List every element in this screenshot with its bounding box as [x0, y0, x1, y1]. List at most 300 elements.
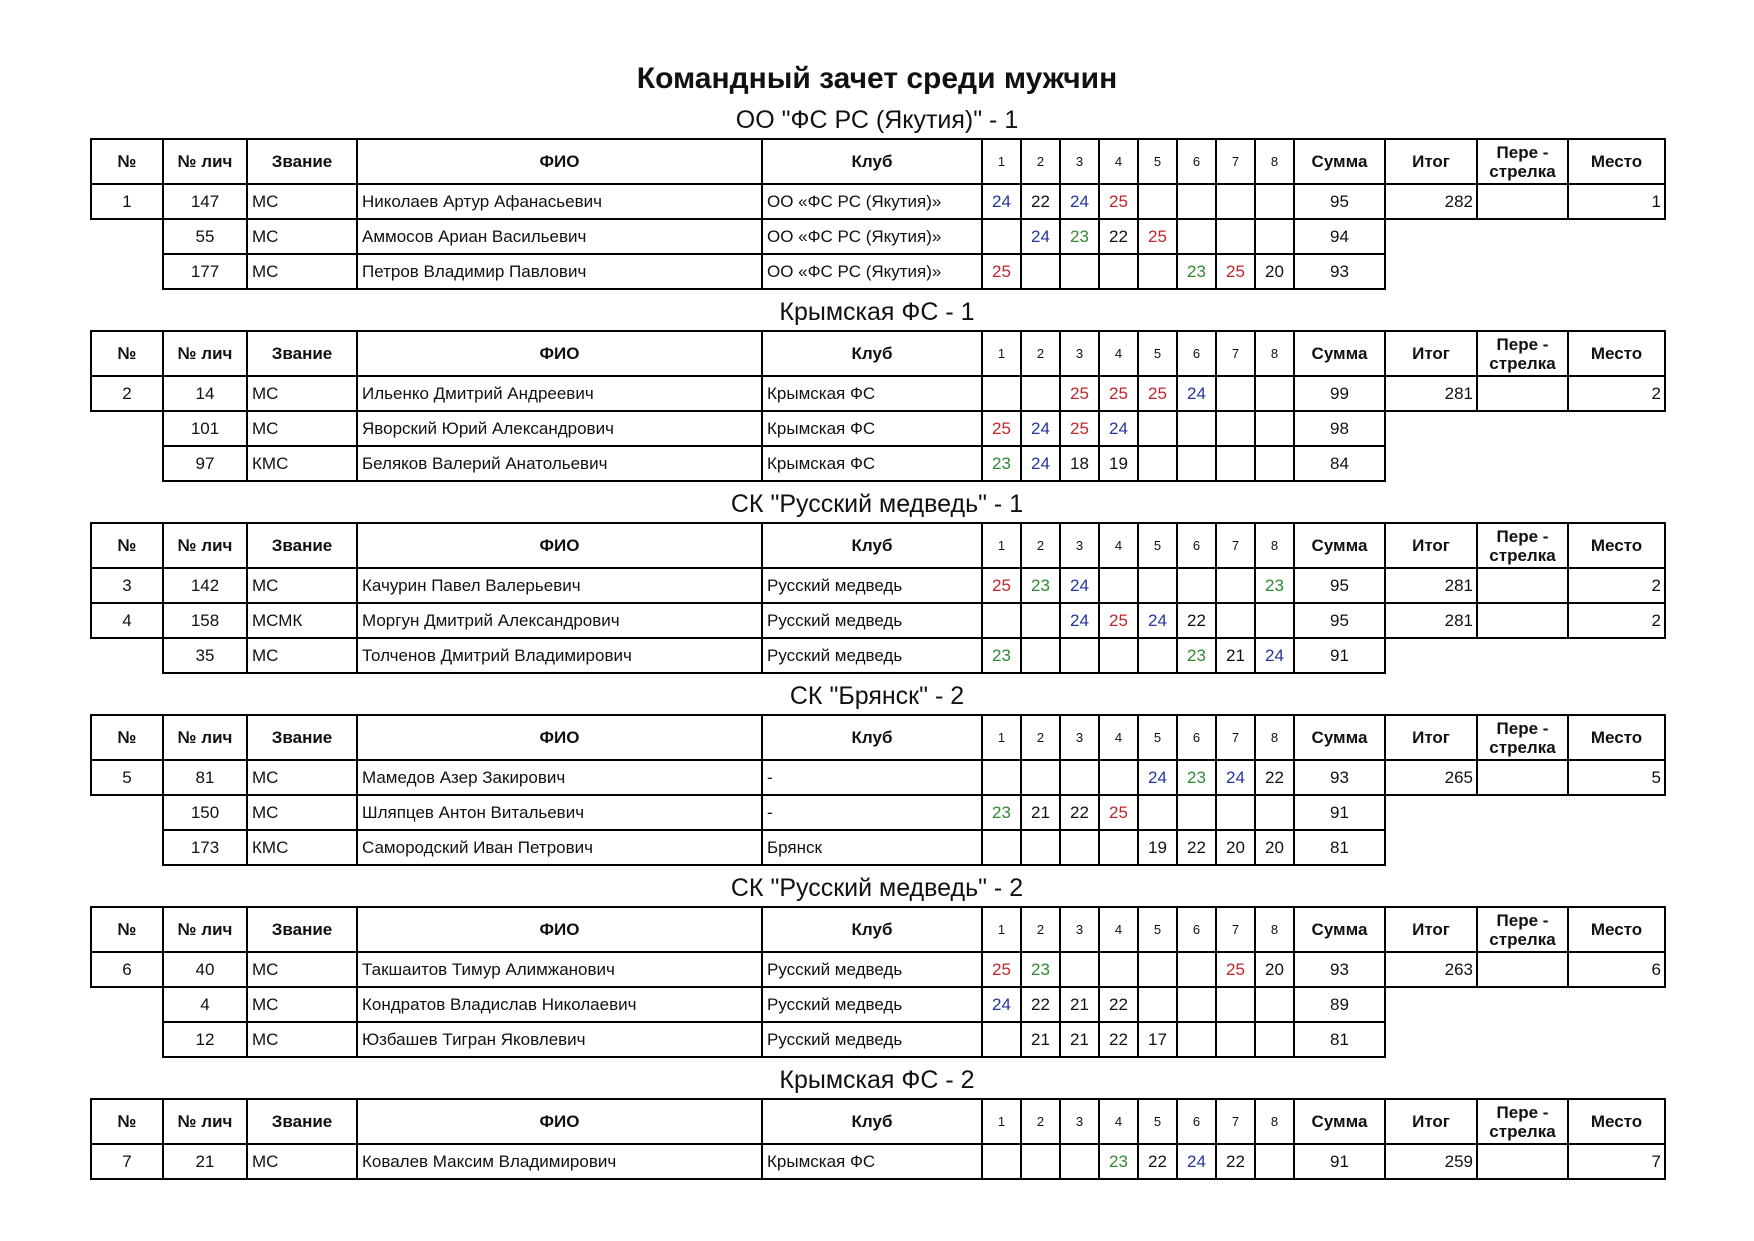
header-col-shootoff: Пере - стрелка	[1477, 523, 1568, 568]
header-col-no: №	[91, 907, 163, 952]
header-col-no: №	[91, 523, 163, 568]
header-col-club: Клуб	[762, 139, 982, 184]
cell-round-2	[1021, 376, 1060, 411]
cell-round-8	[1255, 1022, 1294, 1057]
cell-round-4: 24	[1099, 411, 1138, 446]
cell-bib: 14	[163, 376, 247, 411]
header-col-r3: 3	[1060, 523, 1099, 568]
header-col-sum: Сумма	[1294, 715, 1385, 760]
table-row	[91, 638, 1665, 673]
header-col-r7: 7	[1216, 715, 1255, 760]
cell-round-2	[1021, 1144, 1060, 1179]
header-row	[91, 331, 1665, 376]
cell-round-4	[1099, 254, 1138, 289]
cell-bib: 12	[163, 1022, 247, 1057]
cell-shootoff	[1477, 376, 1568, 411]
cell-no	[91, 1022, 163, 1057]
cell-round-2: 22	[1021, 184, 1060, 219]
header-col-r1: 1	[982, 523, 1021, 568]
cell-name: Моргун Дмитрий Александрович	[357, 603, 762, 638]
cell-round-3: 25	[1060, 411, 1099, 446]
cell-place	[1568, 830, 1665, 865]
cell-round-1	[982, 830, 1021, 865]
cell-round-5: 19	[1138, 830, 1177, 865]
cell-bib: 21	[163, 1144, 247, 1179]
header-col-sum: Сумма	[1294, 523, 1385, 568]
cell-club: Крымская ФС	[762, 376, 982, 411]
header-col-place: Место	[1568, 1099, 1665, 1144]
table-row	[91, 446, 1665, 481]
cell-round-8: 20	[1255, 830, 1294, 865]
cell-round-5: 22	[1138, 1144, 1177, 1179]
cell-round-7	[1216, 219, 1255, 254]
cell-round-4: 19	[1099, 446, 1138, 481]
header-col-total: Итог	[1385, 523, 1477, 568]
header-col-rank: Звание	[247, 139, 357, 184]
cell-round-1	[982, 1022, 1021, 1057]
header-col-r4: 4	[1099, 523, 1138, 568]
cell-round-5	[1138, 411, 1177, 446]
cell-round-6: 23	[1177, 760, 1216, 795]
cell-no: 2	[91, 376, 163, 411]
cell-round-5	[1138, 184, 1177, 219]
cell-round-7	[1216, 376, 1255, 411]
cell-round-3: 21	[1060, 987, 1099, 1022]
cell-no: 1	[91, 184, 163, 219]
team-table	[90, 1098, 1666, 1180]
header-col-no: №	[91, 139, 163, 184]
cell-bib: 55	[163, 219, 247, 254]
table-row	[91, 952, 1665, 987]
header-col-r3: 3	[1060, 715, 1099, 760]
header-col-r6: 6	[1177, 907, 1216, 952]
cell-shootoff	[1477, 830, 1568, 865]
cell-round-5	[1138, 568, 1177, 603]
cell-rank: МС	[247, 987, 357, 1022]
cell-sum: 93	[1294, 760, 1385, 795]
cell-round-8	[1255, 411, 1294, 446]
header-col-r4: 4	[1099, 715, 1138, 760]
cell-club: Русский медведь	[762, 603, 982, 638]
team-title: Крымская ФС - 1	[779, 298, 975, 326]
cell-sum: 91	[1294, 1144, 1385, 1179]
cell-sum: 81	[1294, 830, 1385, 865]
header-col-sum: Сумма	[1294, 331, 1385, 376]
cell-rank: КМС	[247, 830, 357, 865]
cell-shootoff	[1477, 795, 1568, 830]
cell-shootoff	[1477, 987, 1568, 1022]
header-col-name: ФИО	[357, 907, 762, 952]
cell-place	[1568, 219, 1665, 254]
header-col-sum: Сумма	[1294, 1099, 1385, 1144]
cell-round-4	[1099, 638, 1138, 673]
header-col-total: Итог	[1385, 715, 1477, 760]
table-row	[91, 184, 1665, 219]
header-col-total: Итог	[1385, 1099, 1477, 1144]
cell-round-2	[1021, 603, 1060, 638]
header-col-bib: № лич	[163, 523, 247, 568]
cell-name: Самородский Иван Петрович	[357, 830, 762, 865]
cell-club: ОО «ФС РС (Якутия)»	[762, 254, 982, 289]
cell-round-1: 23	[982, 446, 1021, 481]
cell-no	[91, 219, 163, 254]
cell-round-1	[982, 1144, 1021, 1179]
header-col-r2: 2	[1021, 523, 1060, 568]
cell-round-2	[1021, 760, 1060, 795]
cell-round-1: 23	[982, 638, 1021, 673]
header-row	[91, 715, 1665, 760]
cell-round-4: 23	[1099, 1144, 1138, 1179]
cell-rank: МС	[247, 184, 357, 219]
cell-round-5: 24	[1138, 760, 1177, 795]
cell-round-2: 22	[1021, 987, 1060, 1022]
cell-club: Крымская ФС	[762, 446, 982, 481]
table-row	[91, 830, 1665, 865]
cell-shootoff	[1477, 254, 1568, 289]
cell-round-5	[1138, 638, 1177, 673]
header-col-r6: 6	[1177, 523, 1216, 568]
cell-round-3	[1060, 760, 1099, 795]
cell-round-6	[1177, 952, 1216, 987]
cell-club: Русский медведь	[762, 638, 982, 673]
header-col-r6: 6	[1177, 1099, 1216, 1144]
cell-round-5	[1138, 987, 1177, 1022]
cell-round-7	[1216, 446, 1255, 481]
cell-round-1: 24	[982, 184, 1021, 219]
header-col-r2: 2	[1021, 1099, 1060, 1144]
cell-total	[1385, 795, 1477, 830]
cell-shootoff	[1477, 568, 1568, 603]
cell-round-7: 22	[1216, 1144, 1255, 1179]
cell-name: Толченов Дмитрий Владимирович	[357, 638, 762, 673]
header-col-bib: № лич	[163, 907, 247, 952]
cell-round-5: 17	[1138, 1022, 1177, 1057]
header-col-bib: № лич	[163, 331, 247, 376]
header-col-shootoff: Пере - стрелка	[1477, 907, 1568, 952]
cell-no	[91, 638, 163, 673]
header-row	[91, 139, 1665, 184]
cell-total	[1385, 254, 1477, 289]
table-row	[91, 568, 1665, 603]
header-col-r7: 7	[1216, 139, 1255, 184]
cell-name: Петров Владимир Павлович	[357, 254, 762, 289]
cell-sum: 95	[1294, 184, 1385, 219]
team-title: СК "Брянск" - 2	[789, 682, 965, 710]
cell-round-2: 23	[1021, 568, 1060, 603]
cell-rank: МС	[247, 760, 357, 795]
header-col-place: Место	[1568, 139, 1665, 184]
header-col-total: Итог	[1385, 331, 1477, 376]
cell-round-3	[1060, 952, 1099, 987]
cell-round-6: 23	[1177, 638, 1216, 673]
header-col-name: ФИО	[357, 715, 762, 760]
cell-club: Крымская ФС	[762, 411, 982, 446]
cell-bib: 40	[163, 952, 247, 987]
cell-sum: 95	[1294, 568, 1385, 603]
cell-round-3: 23	[1060, 219, 1099, 254]
table-row	[91, 987, 1665, 1022]
header-col-r5: 5	[1138, 715, 1177, 760]
cell-club: -	[762, 795, 982, 830]
header-col-sum: Сумма	[1294, 907, 1385, 952]
table-row	[91, 603, 1665, 638]
cell-total	[1385, 411, 1477, 446]
cell-total	[1385, 219, 1477, 254]
cell-round-8: 24	[1255, 638, 1294, 673]
cell-round-3: 24	[1060, 603, 1099, 638]
cell-club: Русский медведь	[762, 987, 982, 1022]
cell-club: Русский медведь	[762, 952, 982, 987]
cell-club: ОО «ФС РС (Якутия)»	[762, 184, 982, 219]
cell-no: 3	[91, 568, 163, 603]
cell-rank: МС	[247, 568, 357, 603]
header-col-sum: Сумма	[1294, 139, 1385, 184]
cell-round-3	[1060, 1144, 1099, 1179]
cell-round-3	[1060, 254, 1099, 289]
cell-round-8	[1255, 1144, 1294, 1179]
header-col-r1: 1	[982, 715, 1021, 760]
cell-no: 7	[91, 1144, 163, 1179]
header-col-r1: 1	[982, 139, 1021, 184]
cell-rank: МС	[247, 376, 357, 411]
header-col-total: Итог	[1385, 907, 1477, 952]
header-col-rank: Звание	[247, 331, 357, 376]
header-col-name: ФИО	[357, 1099, 762, 1144]
header-col-club: Клуб	[762, 907, 982, 952]
cell-no	[91, 446, 163, 481]
cell-sum: 98	[1294, 411, 1385, 446]
cell-round-3: 24	[1060, 568, 1099, 603]
header-col-total: Итог	[1385, 139, 1477, 184]
cell-round-5: 25	[1138, 376, 1177, 411]
cell-round-8	[1255, 603, 1294, 638]
cell-place	[1568, 254, 1665, 289]
cell-round-3	[1060, 830, 1099, 865]
team-table	[90, 714, 1666, 866]
cell-round-7	[1216, 795, 1255, 830]
cell-round-1	[982, 376, 1021, 411]
header-col-no: №	[91, 715, 163, 760]
cell-round-4	[1099, 760, 1138, 795]
header-col-r1: 1	[982, 331, 1021, 376]
team-table	[90, 906, 1666, 1058]
cell-total: 265	[1385, 760, 1477, 795]
cell-rank: МС	[247, 1022, 357, 1057]
cell-name: Кондратов Владислав Николаевич	[357, 987, 762, 1022]
header-col-place: Место	[1568, 715, 1665, 760]
header-col-r8: 8	[1255, 523, 1294, 568]
cell-rank: КМС	[247, 446, 357, 481]
cell-bib: 97	[163, 446, 247, 481]
team-title: Крымская ФС - 2	[779, 1066, 975, 1094]
header-row	[91, 1099, 1665, 1144]
team-title: СК "Русский медведь" - 2	[730, 874, 1024, 902]
cell-place: 5	[1568, 760, 1665, 795]
cell-total: 281	[1385, 603, 1477, 638]
cell-round-5: 25	[1138, 219, 1177, 254]
cell-round-8	[1255, 376, 1294, 411]
cell-round-2: 24	[1021, 446, 1060, 481]
cell-name: Такшаитов Тимур Алимжанович	[357, 952, 762, 987]
cell-round-6: 24	[1177, 1144, 1216, 1179]
header-col-r8: 8	[1255, 907, 1294, 952]
cell-round-6	[1177, 446, 1216, 481]
header-col-r3: 3	[1060, 331, 1099, 376]
table-row	[91, 1144, 1665, 1179]
cell-club: Русский медведь	[762, 568, 982, 603]
header-col-bib: № лич	[163, 139, 247, 184]
cell-bib: 35	[163, 638, 247, 673]
header-row	[91, 907, 1665, 952]
cell-shootoff	[1477, 1144, 1568, 1179]
cell-round-4: 25	[1099, 795, 1138, 830]
header-col-r3: 3	[1060, 139, 1099, 184]
header-col-r7: 7	[1216, 523, 1255, 568]
cell-round-2: 21	[1021, 1022, 1060, 1057]
header-col-r6: 6	[1177, 715, 1216, 760]
cell-shootoff	[1477, 638, 1568, 673]
cell-round-4: 22	[1099, 219, 1138, 254]
cell-round-4: 25	[1099, 603, 1138, 638]
cell-round-8: 20	[1255, 254, 1294, 289]
cell-place: 7	[1568, 1144, 1665, 1179]
cell-name: Качурин Павел Валерьевич	[357, 568, 762, 603]
header-col-rank: Звание	[247, 715, 357, 760]
cell-rank: МС	[247, 219, 357, 254]
cell-no: 4	[91, 603, 163, 638]
cell-sum: 94	[1294, 219, 1385, 254]
header-col-r5: 5	[1138, 139, 1177, 184]
header-col-name: ФИО	[357, 331, 762, 376]
cell-round-3: 18	[1060, 446, 1099, 481]
cell-round-7: 25	[1216, 254, 1255, 289]
header-col-r7: 7	[1216, 907, 1255, 952]
cell-shootoff	[1477, 603, 1568, 638]
cell-no	[91, 254, 163, 289]
header-col-bib: № лич	[163, 715, 247, 760]
header-col-r8: 8	[1255, 331, 1294, 376]
cell-no: 6	[91, 952, 163, 987]
cell-place: 2	[1568, 603, 1665, 638]
cell-round-6	[1177, 568, 1216, 603]
team-table	[90, 330, 1666, 482]
header-col-rank: Звание	[247, 907, 357, 952]
cell-round-1	[982, 219, 1021, 254]
header-col-shootoff: Пере - стрелка	[1477, 1099, 1568, 1144]
cell-rank: МСМК	[247, 603, 357, 638]
cell-place	[1568, 411, 1665, 446]
cell-round-1: 25	[982, 411, 1021, 446]
cell-name: Беляков Валерий Анатольевич	[357, 446, 762, 481]
cell-club: -	[762, 760, 982, 795]
header-col-club: Клуб	[762, 331, 982, 376]
cell-rank: МС	[247, 411, 357, 446]
cell-round-1: 25	[982, 568, 1021, 603]
table-row	[91, 760, 1665, 795]
cell-round-7	[1216, 1022, 1255, 1057]
cell-round-8	[1255, 219, 1294, 254]
cell-total	[1385, 830, 1477, 865]
cell-round-1: 25	[982, 254, 1021, 289]
cell-total: 281	[1385, 568, 1477, 603]
header-col-place: Место	[1568, 907, 1665, 952]
cell-name: Мамедов Азер Закирович	[357, 760, 762, 795]
cell-round-1	[982, 603, 1021, 638]
cell-place: 1	[1568, 184, 1665, 219]
header-col-place: Место	[1568, 331, 1665, 376]
cell-round-4	[1099, 952, 1138, 987]
cell-round-4: 25	[1099, 184, 1138, 219]
page-title: Командный зачет среди мужчин	[636, 62, 1118, 95]
cell-total	[1385, 1022, 1477, 1057]
cell-round-5	[1138, 254, 1177, 289]
header-col-shootoff: Пере - стрелка	[1477, 139, 1568, 184]
cell-bib: 147	[163, 184, 247, 219]
cell-round-2: 24	[1021, 411, 1060, 446]
cell-round-3: 24	[1060, 184, 1099, 219]
cell-round-5: 24	[1138, 603, 1177, 638]
cell-bib: 142	[163, 568, 247, 603]
cell-rank: МС	[247, 795, 357, 830]
cell-round-6	[1177, 987, 1216, 1022]
team-title: ОО "ФС РС (Якутия)" - 1	[735, 106, 1019, 134]
header-col-r6: 6	[1177, 139, 1216, 184]
cell-round-6: 22	[1177, 830, 1216, 865]
cell-round-6	[1177, 219, 1216, 254]
header-col-club: Клуб	[762, 715, 982, 760]
cell-round-6: 24	[1177, 376, 1216, 411]
cell-rank: МС	[247, 952, 357, 987]
cell-shootoff	[1477, 446, 1568, 481]
cell-club: Русский медведь	[762, 1022, 982, 1057]
cell-round-7	[1216, 987, 1255, 1022]
cell-round-6	[1177, 795, 1216, 830]
header-col-r3: 3	[1060, 907, 1099, 952]
header-col-shootoff: Пере - стрелка	[1477, 715, 1568, 760]
cell-sum: 93	[1294, 254, 1385, 289]
cell-bib: 81	[163, 760, 247, 795]
cell-place	[1568, 1022, 1665, 1057]
cell-name: Николаев Артур Афанасьевич	[357, 184, 762, 219]
header-col-r5: 5	[1138, 523, 1177, 568]
cell-club: Крымская ФС	[762, 1144, 982, 1179]
header-col-rank: Звание	[247, 1099, 357, 1144]
cell-bib: 150	[163, 795, 247, 830]
cell-round-7	[1216, 184, 1255, 219]
team-title: СК "Русский медведь" - 1	[730, 490, 1024, 518]
cell-sum: 81	[1294, 1022, 1385, 1057]
team-table	[90, 522, 1666, 674]
cell-no: 5	[91, 760, 163, 795]
cell-round-7	[1216, 568, 1255, 603]
cell-round-7: 25	[1216, 952, 1255, 987]
cell-round-4: 25	[1099, 376, 1138, 411]
cell-club: ОО «ФС РС (Якутия)»	[762, 219, 982, 254]
cell-round-1: 24	[982, 987, 1021, 1022]
cell-round-5	[1138, 446, 1177, 481]
cell-round-1: 23	[982, 795, 1021, 830]
header-col-r1: 1	[982, 1099, 1021, 1144]
cell-club: Брянск	[762, 830, 982, 865]
cell-place	[1568, 446, 1665, 481]
cell-bib: 177	[163, 254, 247, 289]
cell-rank: МС	[247, 254, 357, 289]
cell-shootoff	[1477, 760, 1568, 795]
cell-total: 282	[1385, 184, 1477, 219]
header-col-r4: 4	[1099, 331, 1138, 376]
header-col-r2: 2	[1021, 715, 1060, 760]
cell-total	[1385, 446, 1477, 481]
